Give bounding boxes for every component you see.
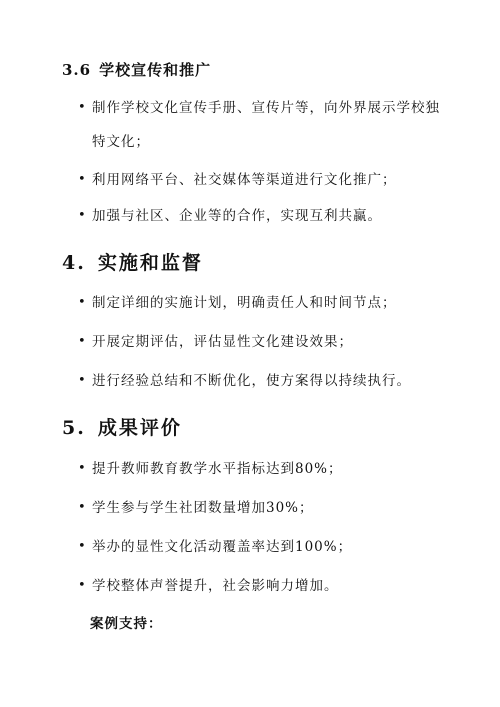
- list-item-text: 制定详细的实施计划，明确责任人和时间节点；: [92, 295, 397, 311]
- list-item-text: 举办的显性文化活动覆盖率达到100%；: [92, 539, 353, 555]
- list-item: [78, 364, 448, 398]
- bullet-icon: •: [78, 208, 87, 223]
- list-item: [78, 491, 448, 525]
- list-item: [78, 569, 448, 603]
- list-item: [78, 286, 448, 320]
- bullet-icon: •: [78, 334, 87, 349]
- bullet-icon: •: [78, 373, 87, 388]
- bullet-icon: •: [78, 539, 87, 554]
- bullet-icon: •: [78, 500, 87, 515]
- list-item-text: 学校整体声誉提升，社会影响力增加。: [92, 578, 339, 594]
- bullet-icon: •: [78, 578, 87, 593]
- section-4-heading: [62, 248, 203, 275]
- section-title: 实施和监督: [97, 252, 203, 274]
- bullet-icon: •: [78, 295, 87, 310]
- bullet-icon: •: [78, 100, 87, 115]
- list-item: [78, 91, 448, 159]
- section-title: 成果评价: [97, 417, 182, 439]
- list-item-text: 开展定期评估，评估显性文化建设效果；: [92, 334, 353, 350]
- list-item: [78, 163, 448, 197]
- bullet-icon: •: [78, 461, 87, 476]
- section-title: 学校宣传和推广: [99, 61, 212, 79]
- section-number: 5.: [62, 417, 86, 439]
- list-item-text: 加强与社区、企业等的合作，实现互利共赢。: [92, 208, 382, 224]
- case-support-label: 案例支持：: [90, 616, 163, 632]
- list-item: [78, 199, 448, 233]
- list-item-text: 制作学校文化宣传手册、宣传片等，向外界展示学校独特文化；: [92, 100, 440, 150]
- list-item: [78, 452, 448, 486]
- section-number: 3.6: [62, 61, 92, 79]
- list-item-text: 利用网络平台、社交媒体等渠道进行文化推广；: [92, 172, 397, 188]
- list-item-text: 学生参与学生社团数量增加30%；: [92, 500, 314, 516]
- list-item-text: 提升教师教育教学水平指标达到80%；: [92, 461, 343, 477]
- bullet-icon: •: [78, 172, 87, 187]
- section-number: 4.: [62, 252, 86, 274]
- list-item-text: 进行经验总结和不断优化，使方案得以持续执行。: [92, 373, 411, 389]
- section-5-heading: [62, 413, 182, 440]
- list-item: [78, 325, 448, 359]
- list-item: [78, 530, 448, 564]
- section-3-6-heading: [62, 59, 211, 80]
